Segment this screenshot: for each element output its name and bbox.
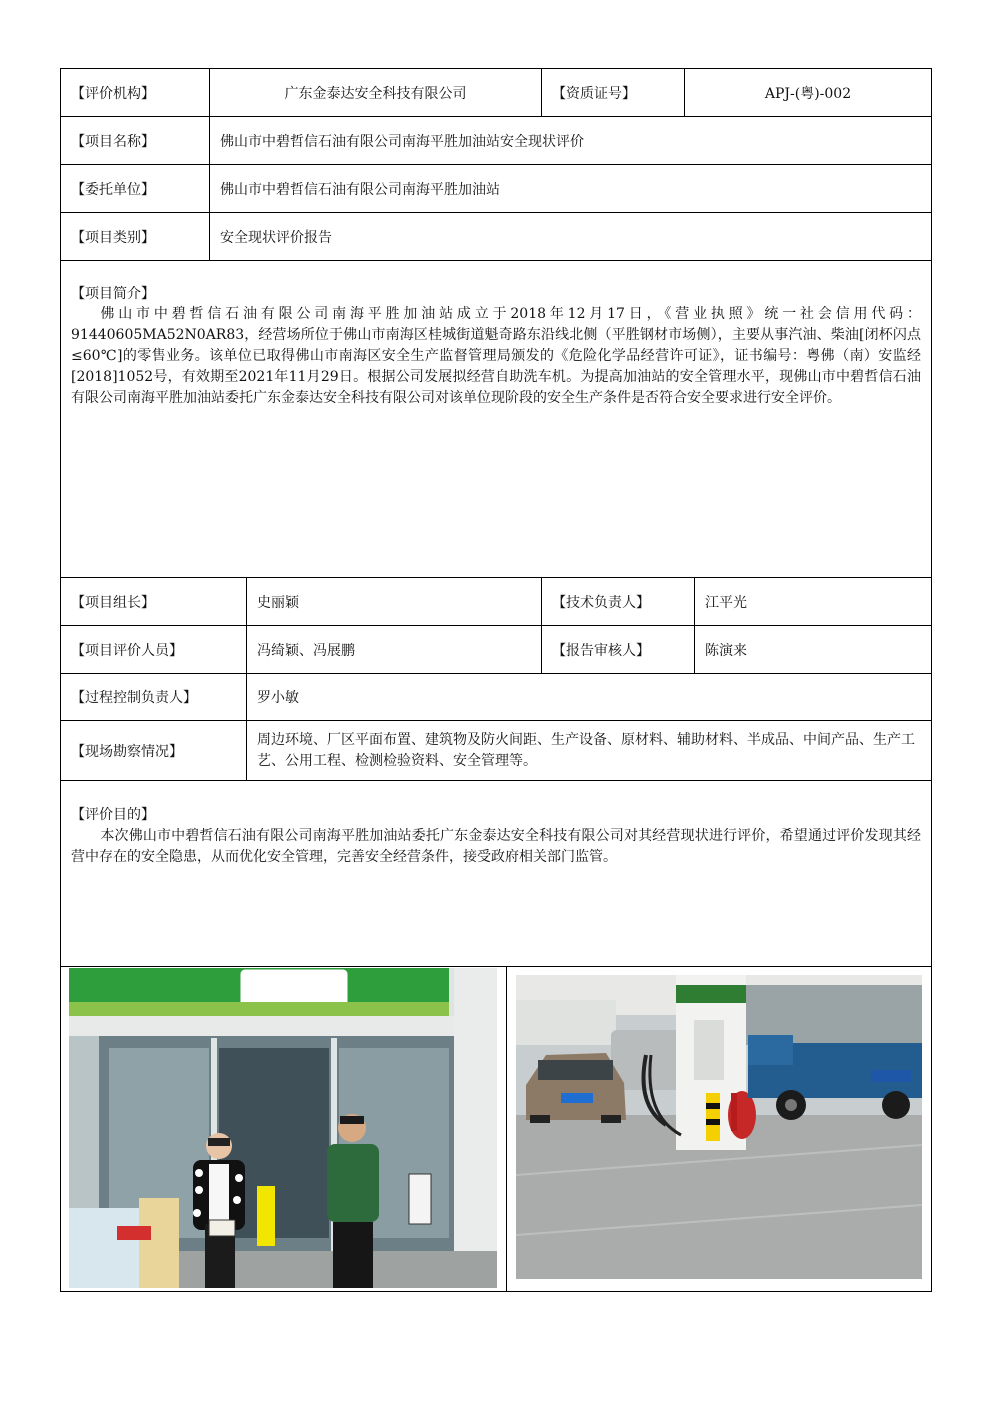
- leader-label: 【项目组长】: [60, 577, 247, 626]
- project-type-label: 【项目类别】: [60, 212, 210, 261]
- project-name-value: 佛山市中碧哲信石油有限公司南海平胜加油站安全现状评价: [209, 116, 932, 165]
- reviewer-value: 陈演来: [694, 625, 932, 674]
- client-value: 佛山市中碧哲信石油有限公司南海平胜加油站: [209, 164, 932, 213]
- cert-value: APJ-(粤)-002: [684, 68, 932, 117]
- intro-section: [60, 260, 932, 578]
- org-value: 广东金泰达安全科技有限公司: [209, 68, 542, 117]
- purpose-title: 【评价目的】: [71, 807, 155, 823]
- project-type-value: 安全现状评价报告: [209, 212, 932, 261]
- tech-value: 江平光: [694, 577, 932, 626]
- survey-label: 【现场勘察情况】: [60, 720, 247, 781]
- intro-title: 【项目简介】: [71, 286, 155, 302]
- tech-label: 【技术负责人】: [541, 577, 695, 626]
- purpose-text: 本次佛山市中碧哲信石油有限公司南海平胜加油站委托广东金泰达安全科技有限公司对其经营现状进行评价，希望通过评价发现其经营中存在的安全隐患，从而优化安全管理，完善安全经营条件，接受政府相关部门监管。: [71, 828, 921, 865]
- intro-text: 佛山市中碧哲信石油有限公司南海平胜加油站成立于2018年12月17日，《营业执照》统一社会信用代码：91440605MA52N0AR83，经营场所位于佛山市南海区桂城街道魁奇路东沿线北侧（平胜钢材市场侧），主要从事汽油、柴油[闭杯闪点≤60℃]的零售业务。该单位已取得佛山市南海区安全生产监督管理局颁发的《危险化学品经营许可证》，证书编号：粤佛（南）安监经[2018]1052号，有效期至2021年11月29日。根据公司发展拟经营自助洗车机。为提高加油站的安全管理水平，现佛山市中碧哲信石油有限公司南海平胜加油站委托广东金泰达安全科技有限公司对该单位现阶段的安全生产条件是否符合安全要求进行安全评价。: [71, 306, 921, 406]
- org-label: 【评价机构】: [60, 68, 210, 117]
- fuel-pump-area-photo: [516, 975, 922, 1279]
- reviewer-label: 【报告审核人】: [541, 625, 695, 674]
- process-value: 罗小敏: [246, 673, 932, 721]
- purpose-section: [60, 780, 932, 967]
- cert-label: 【资质证号】: [541, 68, 685, 117]
- store-entrance-photo: [69, 968, 497, 1288]
- survey-value: 周边环境、厂区平面布置、建筑物及防火间距、生产设备、原材料、辅助材料、半成品、中间产品、生产工艺、公用工程、检测检验资料、安全管理等。: [246, 720, 932, 781]
- evaluators-value: 冯绮颖、冯展鹏: [246, 625, 542, 674]
- evaluators-label: 【项目评价人员】: [60, 625, 247, 674]
- leader-value: 史丽颖: [246, 577, 542, 626]
- client-label: 【委托单位】: [60, 164, 210, 213]
- process-label: 【过程控制负责人】: [60, 673, 247, 721]
- project-name-label: 【项目名称】: [60, 116, 210, 165]
